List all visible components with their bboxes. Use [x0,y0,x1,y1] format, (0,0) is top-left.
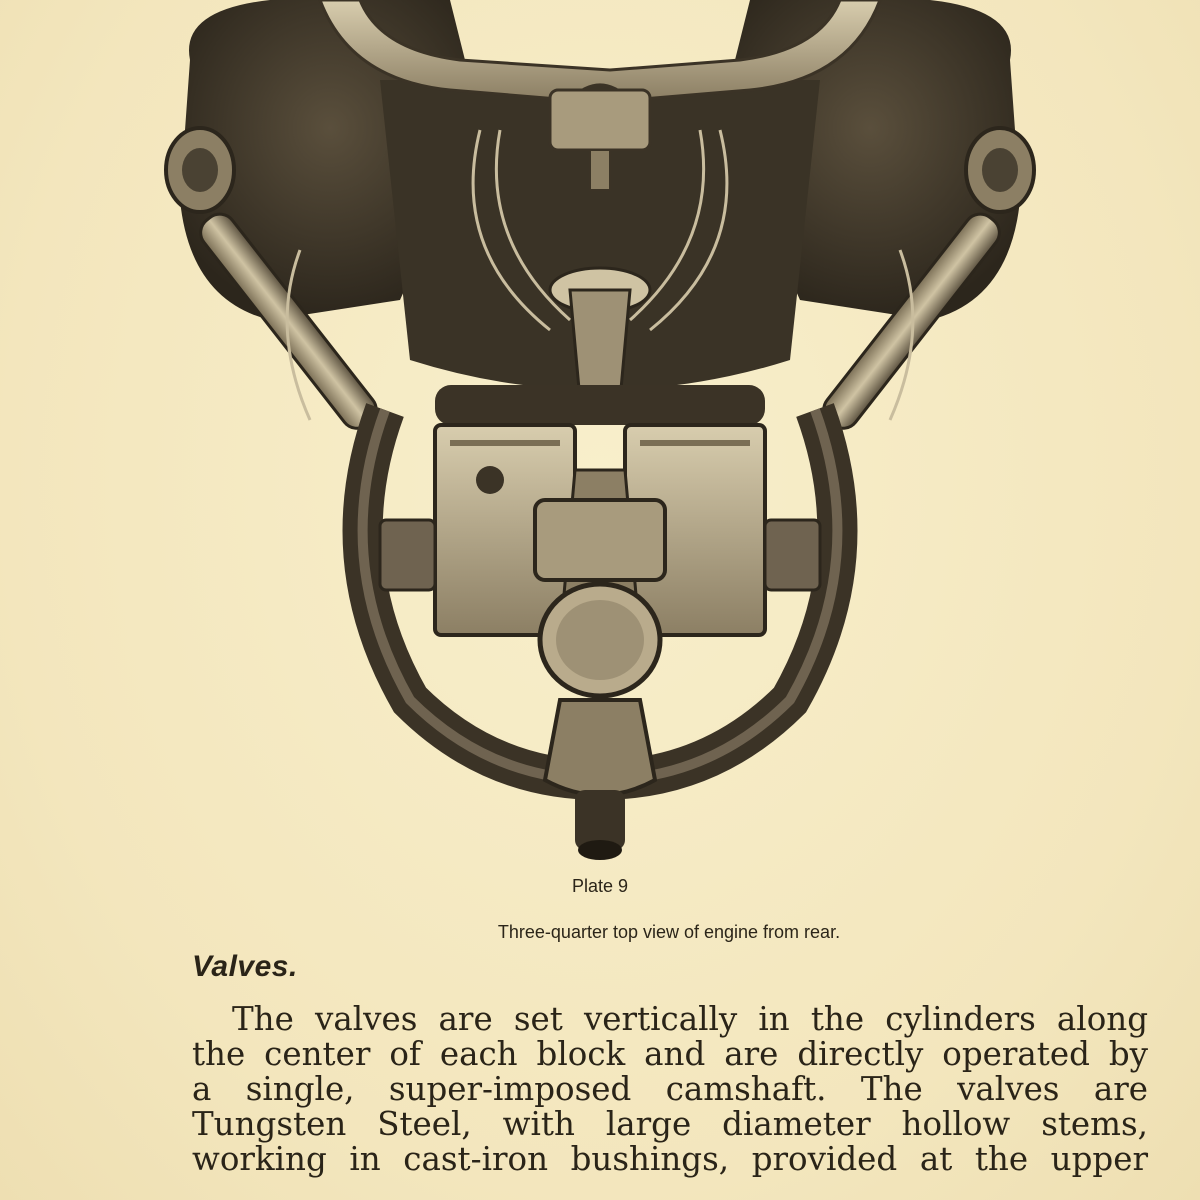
paragraph-line: a single, super-imposed camshaft. The valves are [192,1070,1148,1108]
gear-housing [535,500,665,580]
plate-label: Plate 9 [571,876,629,896]
engine-illustration [150,0,1050,860]
body-paragraph [192,1002,1148,1177]
carburetor [550,90,650,150]
crossbar [435,385,765,425]
engine-photograph [150,0,1050,860]
water-pump [545,700,655,795]
paragraph-line: The valves are set vertically in the cylinders along [232,1000,1148,1038]
figure-caption: Three-quarter top view of engine from rear. [497,922,841,942]
paragraph-line: the center of each block and are directly operated by [192,1035,1148,1073]
section-heading: Valves. [192,950,298,983]
paragraph-line: Tungsten Steel, with large diameter hollow stems, [192,1105,1148,1143]
paragraph-line: working in cast-iron bushings, provided at the upper [192,1140,1148,1178]
